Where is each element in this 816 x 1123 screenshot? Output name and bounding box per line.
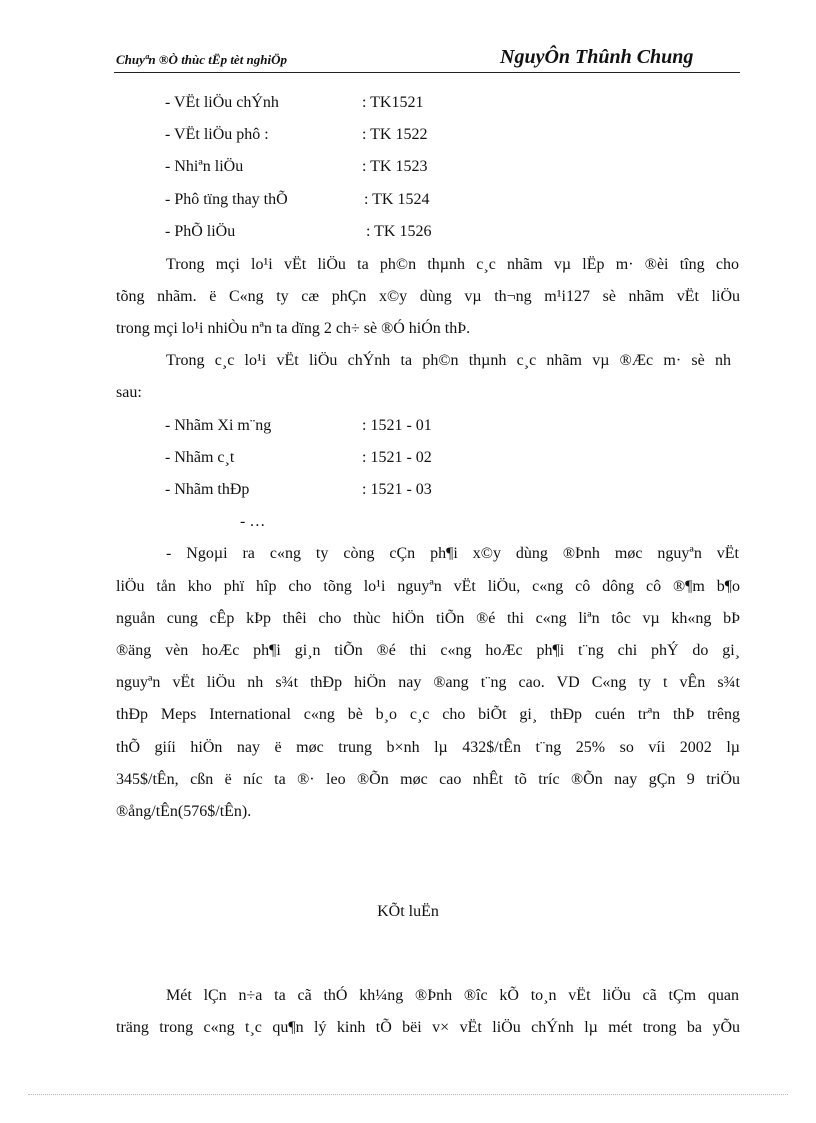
group-label: - Nhãm Xi m¨ng [165, 417, 272, 434]
group-code: : 1521 - 02 [362, 449, 432, 466]
paragraph-line: Mét lÇn n÷a ta cã thÓ kh¼ng ®Þnh ®îc kÕ to¸n vËt liÖu cã tÇm quan [166, 987, 739, 1004]
paragraph-line: 345$/tÊn, cßn ë níc ta ®· leo ®Õn møc cao nhÊt tõ tríc ®Õn nay gÇn 9 triÖu [116, 771, 740, 788]
paragraph-line: ®äng vèn hoÆc ph¶i gi¸n tiÕn ®é thi c«ng hoÆc ph¶i t¨ng chi phÝ do gi¸ [116, 642, 740, 659]
footer-dotted-rule [28, 1094, 788, 1095]
group-code: : 1521 - 03 [362, 481, 432, 498]
account-label: - Phô tïng thay thÕ [165, 191, 288, 208]
account-code: : TK 1523 [362, 158, 428, 175]
paragraph-line: - Ngoµi ra c«ng ty còng cÇn ph¶i x©y dùng ®Þnh møc nguyªn vËt [166, 545, 739, 562]
paragraph-line: Trong c¸c lo¹i vËt liÖu chÝnh ta ph©n thµnh c¸c nhãm vµ ®Æc m· sè nh [166, 352, 731, 369]
header-rule [114, 72, 740, 73]
paragraph-line: thÐp Meps International c«ng bè b¸o c¸c cho biÕt gi¸ thÐp cuén trªn thÞ trêng [116, 706, 740, 723]
paragraph-line: liÖu tån kho phï hîp cho tõng lo¹i nguyªn vËt liÖu, c«ng cô dông cô ®¶m b¶o [116, 578, 740, 595]
ellipsis-line: - … [240, 513, 266, 530]
account-code: : TK 1522 [362, 126, 428, 143]
account-label: - VËt liÖu phô : [165, 126, 269, 143]
account-code: : TK1521 [362, 94, 424, 111]
account-code: : TK 1524 [364, 191, 430, 208]
group-code: : 1521 - 01 [362, 417, 432, 434]
header-title-left: Chuyªn ®Ò thùc tËp tèt nghiÖp [116, 52, 288, 67]
paragraph-line: nguån cung cÊp kÞp thêi cho thùc hiÖn tiÕn ®é thi c«ng liªn tôc vµ kh«ng bÞ [116, 610, 740, 627]
paragraph-line: thÕ giíi hiÖn nay ë møc trung b×nh lµ 432$/tÊn t¨ng 25% so víi 2002 lµ [116, 739, 740, 756]
paragraph-line: nguyªn vËt liÖu nh s¾t thÐp hiÖn nay ®ang t¨ng cao. VD C«ng ty t vÊn s¾t [116, 674, 740, 691]
paragraph-line: träng trong c«ng t¸c qu¶n lý kinh tÕ bëi v× vËt liÖu chÝnh lµ mét trong ba yÕu [116, 1019, 740, 1036]
account-code: : TK 1526 [366, 223, 432, 240]
paragraph-line: tõng nhãm. ë C«ng ty cæ phÇn x©y dùng vµ th¬ng m¹i127 sè nhãm vËt liÖu [116, 288, 740, 305]
paragraph-line: sau: [116, 384, 142, 401]
group-label: - Nhãm c¸t [165, 449, 235, 466]
group-label: - Nhãm thÐp [165, 481, 250, 498]
account-label: - VËt liÖu chÝnh [165, 94, 279, 111]
account-label: - PhÕ liÖu [165, 223, 236, 240]
paragraph-line: trong mçi lo¹i nhiÒu nªn ta dïng 2 ch÷ sè ®Ó hiÓn thÞ. [116, 320, 471, 337]
paragraph-line: ®ång/tÊn(576$/tÊn). [116, 803, 252, 820]
account-label: - Nhiªn liÖu [165, 158, 244, 175]
paragraph-line: Trong mçi lo¹i vËt liÖu ta ph©n thµnh c¸c nhãm vµ lËp m· ®èi tîng cho [166, 256, 739, 273]
header-author: NguyÔn Thûnh Chung [500, 46, 694, 68]
section-title: KÕt luËn [377, 903, 439, 920]
